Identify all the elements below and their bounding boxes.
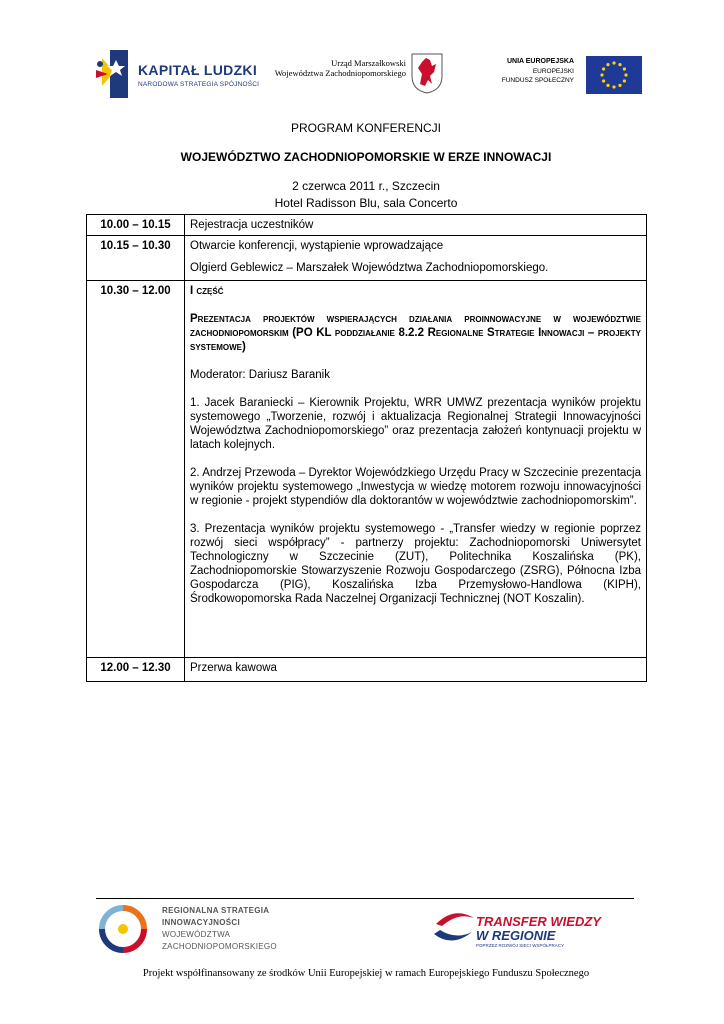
- funding-note: Projekt współfinansowany ze środków Unii Europejskiej w ramach Europejskiego Funduszu Społecznego: [142, 968, 590, 979]
- agenda-table: [86, 214, 647, 682]
- rsi-logo: [96, 904, 296, 956]
- agenda-text: Rejestracja uczestników: [185, 215, 647, 236]
- urzad-line-1: Urząd Marszałkowski: [331, 58, 406, 68]
- agenda-part: I część: [190, 285, 224, 297]
- griffin-coat-of-arms-icon: [410, 52, 444, 94]
- conference-date: 2 czerwca 2011 r., Szczecin: [292, 179, 440, 193]
- agenda-item: 1. Jacek Baraniecki – Kierownik Projektu, WRR UMWZ prezentacja wyników projektu systemowego „Tworzenie, rozwój i aktualizacja Regionalnej Strategii Innowacyjności Województwa Zachodniopomorskiego” oraz prezentacja założeń kontynuacji projektu w latach kolejnych.: [190, 397, 641, 451]
- agenda-speaker: Olgierd Geblewicz – Marszałek Województwa Zachodniopomorskiego.: [190, 262, 549, 274]
- agenda-heading: Prezentacja projektów wspierających działania proinnowacyjne w województwie zachodniopomorskim (PO KL poddziałanie 8.2.2 Regionalne Strategie Innowacji – projekty systemowe): [190, 313, 641, 353]
- header-logos: [86, 44, 642, 116]
- unia-europejska-logo: [496, 54, 642, 98]
- agenda-item: 3. Prezentacja wyników projektu systemowego - „Transfer wiedzy w regionie poprzez rozwój sieci współpracy” - partnerzy projektu: Zachodniopomorski Uniwersytet Technologiczny w Szczecinie (ZUT), Politechnika Koszalińska (PK), Zachodniopomorskie Stowarzyszenie Rozwoju Gospodarczego (ZSRG), Północna Izba Gospodarcza (PIG), Koszalińska Izba Przemysłowo-Handlowa (KIPH), Środkowopomorska Rada Naczelnej Organizacji Technicznej (NOT Koszalin).: [190, 523, 641, 605]
- ue-line-3: FUNDUSZ SPOŁECZNY: [501, 77, 574, 84]
- urzad-marszalkowski-logo: [274, 52, 454, 102]
- agenda-cell: [185, 281, 647, 658]
- agenda-item: 2. Andrzej Przewoda – Dyrektor Wojewódzkiego Urzędu Pracy w Szczecinie prezentacja wyników projektu systemowego „Inwestycja w wiedzę motorem rozwoju innowacyjności w regionie - projekt stypendiów dla doktorantów w województwie zachodniopomorskim”.: [190, 467, 641, 507]
- transfer-swoosh-icon: [432, 904, 476, 950]
- agenda-cell: [185, 236, 647, 281]
- agenda-row: [87, 281, 647, 658]
- eu-flag-icon: [586, 56, 642, 94]
- agenda-row: [87, 236, 647, 281]
- conference-venue: Hotel Radisson Blu, sala Concerto: [274, 196, 458, 210]
- program-label: PROGRAM KONFERENCJI: [290, 121, 441, 135]
- rsi-ring-icon: [96, 904, 150, 954]
- agenda-text: Otwarcie konferencji, wystąpienie wprowadzające: [190, 240, 444, 252]
- rsi-line-1: REGIONALNA STRATEGIA: [162, 906, 270, 915]
- ue-line-2: EUROPEJSKI: [532, 68, 574, 75]
- footer-divider: [96, 898, 634, 899]
- rsi-line-4: ZACHODNIOPOMORSKIEGO: [162, 942, 277, 951]
- transfer-title-line-1: TRANSFER WIEDZY: [476, 914, 601, 929]
- agenda-time: 10.30 – 12.00: [87, 281, 185, 658]
- urzad-line-2: Województwa Zachodniopomorskiego: [274, 68, 406, 78]
- transfer-wiedzy-logo: [432, 904, 601, 954]
- kapital-ludzki-subtitle: NARODOWA STRATEGIA SPÓJNOŚCI: [138, 81, 260, 88]
- agenda-row: [87, 215, 647, 236]
- rsi-line-3: WOJEWÓDZTWA: [162, 930, 231, 939]
- agenda-text: Przerwa kawowa: [185, 658, 647, 682]
- ue-line-1: UNIA EUROPEJSKA: [506, 58, 574, 65]
- rsi-line-2: INNOWACYJNOŚCI: [162, 918, 240, 927]
- kapital-ludzki-emblem-icon: [92, 48, 132, 100]
- transfer-title-line-2: W REGIONIE: [476, 928, 556, 943]
- conference-title: WOJEWÓDZTWO ZACHODNIOPOMORSKIE W ERZE INNOWACJI: [180, 150, 552, 164]
- kapital-ludzki-title: KAPITAŁ LUDZKI: [138, 62, 258, 78]
- agenda-time: 10.00 – 10.15: [87, 215, 185, 236]
- agenda-time: 12.00 – 12.30: [87, 658, 185, 682]
- agenda-row: [87, 658, 647, 682]
- agenda-moderator: Moderator: Dariusz Baranik: [190, 369, 330, 381]
- kapital-ludzki-logo: [92, 48, 262, 100]
- transfer-subtitle: POPRZEZ ROZWÓJ SIECI WSPÓŁPRACY: [476, 943, 565, 948]
- agenda-time: 10.15 – 10.30: [87, 236, 185, 281]
